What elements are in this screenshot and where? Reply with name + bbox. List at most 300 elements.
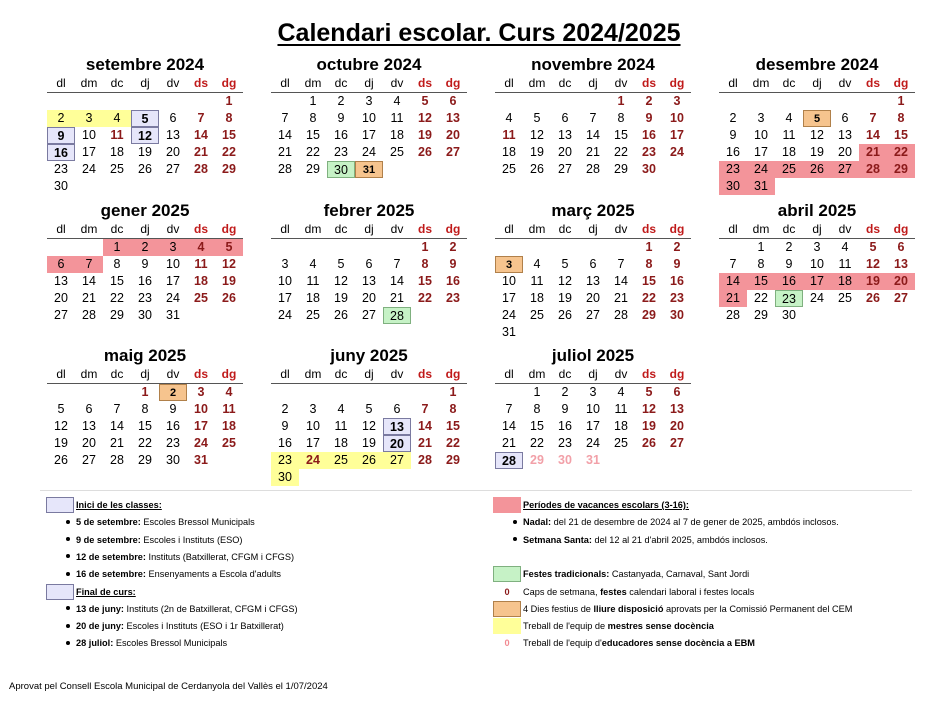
day-cell: 30 [271, 469, 299, 486]
day-cell: 3 [365, 94, 373, 108]
weekday-header: dg [221, 367, 237, 381]
day-cell: 10 [754, 128, 768, 142]
weekday-header: dj [812, 222, 822, 236]
legend-row [46, 635, 466, 652]
day-cell: 18 [530, 291, 544, 305]
day-cell: 11 [530, 274, 544, 288]
day-cell: 16 [334, 128, 348, 142]
day-cell: 10 [278, 274, 292, 288]
legend-row [46, 601, 466, 618]
day-cell: 17 [586, 419, 600, 433]
day-cell: 19 [334, 291, 348, 305]
day-cell: 4 [393, 94, 401, 108]
weekday-header: dm [528, 367, 546, 381]
day-cell: 13 [82, 419, 96, 433]
day-cell: 13 [894, 257, 908, 271]
day-cell: 5 [869, 240, 877, 254]
weekday-header: dl [56, 367, 66, 381]
legend-swatch [493, 497, 521, 513]
day-cell: 24 [166, 291, 180, 305]
day-cell: 28 [110, 453, 124, 467]
weekday-header: dc [558, 76, 572, 90]
day-cell: 9 [729, 128, 737, 142]
day-cell: 5 [215, 239, 243, 256]
day-cell: 28 [495, 452, 523, 469]
day-cell: 9 [561, 402, 569, 416]
day-cell: 14 [110, 419, 124, 433]
legend-desc: del 12 al 21 d'abril 2025, ambdós inclosos. [591, 534, 768, 545]
day-cell: 7 [589, 111, 597, 125]
day-cell: 7 [869, 111, 877, 125]
weekday-header: dg [669, 222, 685, 236]
day-cell: 18 [502, 145, 516, 159]
weekday-header: dl [280, 76, 290, 90]
day-cell: 4 [533, 257, 541, 271]
day-cell: 1 [617, 94, 625, 108]
month-block [495, 55, 691, 176]
weekday-header: dc [558, 367, 572, 381]
weekday-header: dv [390, 367, 404, 381]
day-cell: 12 [530, 128, 544, 142]
legend-text [66, 601, 298, 618]
legend-desc: Escoles i Instituts (ESO) [140, 534, 243, 545]
day-cell: 27 [586, 308, 600, 322]
weekday-header: dc [110, 76, 124, 90]
weekday-header: dg [445, 76, 461, 90]
day-cell: 5 [421, 94, 429, 108]
day-cell: 12 [558, 274, 572, 288]
legend-text [66, 635, 227, 652]
legend-text [66, 549, 294, 566]
weekday-header: dl [56, 76, 66, 90]
legend-text [523, 635, 755, 652]
day-cell: 18 [782, 145, 796, 159]
legend-bold: 20 de juny: [76, 621, 124, 632]
page-title: Calendari escolar. Curs 2024/2025 [277, 19, 681, 47]
day-cell: 12 [642, 402, 656, 416]
legend-desc: Instituts (2n de Batxillerat, CFGM i CFGS) [124, 603, 298, 614]
legend-swatch [493, 601, 521, 617]
day-cell: 14 [194, 128, 208, 142]
weekday-header: dj [364, 76, 374, 90]
weekday-header: dv [390, 222, 404, 236]
bullet-icon [66, 641, 70, 645]
month-title: juliol 2025 [551, 346, 635, 365]
day-cell: 6 [589, 257, 597, 271]
day-cell: 7 [75, 256, 103, 273]
day-cell: 22 [887, 144, 915, 161]
day-cell: 27 [446, 145, 460, 159]
day-cell: 24 [194, 436, 208, 450]
day-cell: 14 [866, 128, 880, 142]
day-cell: 25 [222, 436, 236, 450]
day-cell: 4 [187, 239, 215, 256]
legend-bold: mestres sense docència [607, 621, 714, 632]
day-cell: 23 [54, 162, 68, 176]
day-cell: 11 [782, 128, 796, 142]
day-cell: 26 [355, 452, 383, 469]
legend-desc: Ensenyaments a Escola d'adults [145, 569, 282, 580]
legend-row [46, 618, 466, 635]
day-cell: 24 [362, 145, 376, 159]
weekday-header: dm [304, 76, 322, 90]
day-cell: 8 [617, 111, 625, 125]
legend-zero-marker: 0 [504, 586, 510, 597]
day-cell: 2 [131, 239, 159, 256]
day-cell: 4 [617, 385, 625, 399]
day-cell: 21 [418, 436, 432, 450]
day-cell: 16 [47, 144, 75, 161]
day-cell: 12 [362, 419, 376, 433]
day-cell: 16 [726, 145, 740, 159]
weekday-header: dg [893, 76, 909, 90]
header-rule [47, 92, 243, 93]
month-block [495, 201, 691, 339]
day-cell: 28 [859, 161, 887, 178]
day-cell: 11 [110, 128, 124, 142]
legend-text [513, 514, 839, 531]
day-cell: 15 [530, 419, 544, 433]
day-cell: 2 [47, 110, 75, 127]
legend-bold: lliure disposició [593, 603, 664, 614]
day-cell: 6 [85, 402, 93, 416]
weekday-header: dv [166, 367, 180, 381]
day-cell: 6 [47, 256, 75, 273]
day-cell: 5 [337, 257, 345, 271]
day-cell: 9 [645, 111, 653, 125]
day-cell: 17 [278, 291, 292, 305]
day-cell: 11 [306, 274, 320, 288]
weekday-header: dl [504, 76, 514, 90]
legend-bold: Nadal: [523, 517, 552, 528]
day-cell: 25 [327, 452, 355, 469]
legend-header: Períodes de vacances escolars (3-16): [523, 500, 689, 510]
weekday-header: dm [528, 222, 546, 236]
day-cell: 19 [138, 145, 152, 159]
day-cell: 20 [558, 145, 572, 159]
day-cell: 20 [446, 128, 460, 142]
legend-text [523, 618, 714, 635]
day-cell: 22 [418, 291, 432, 305]
day-cell: 30 [138, 308, 152, 322]
day-cell: 28 [418, 453, 432, 467]
day-cell: 23 [271, 452, 299, 469]
day-cell: 15 [138, 419, 152, 433]
legend-desc: Escoles Bressol Municipals [140, 517, 255, 528]
weekday-header: dm [752, 76, 770, 90]
day-cell: 30 [54, 179, 68, 193]
day-cell: 21 [719, 290, 747, 307]
bullet-icon [66, 537, 70, 541]
day-cell: 29 [306, 162, 320, 176]
day-cell: 23 [642, 145, 656, 159]
weekday-header: dg [893, 222, 909, 236]
day-cell: 29 [887, 161, 915, 178]
weekday-header: dv [390, 76, 404, 90]
weekday-header: dj [812, 76, 822, 90]
day-cell: 1 [533, 385, 541, 399]
day-cell: 9 [337, 111, 345, 125]
day-cell: 20 [362, 291, 376, 305]
day-cell: 28 [82, 308, 96, 322]
day-cell: 10 [306, 419, 320, 433]
day-cell: 26 [642, 436, 656, 450]
day-cell: 23 [334, 145, 348, 159]
day-cell: 25 [530, 308, 544, 322]
day-cell: 19 [362, 436, 376, 450]
day-cell: 28 [383, 307, 411, 324]
legend-bold: 9 de setembre: [76, 534, 141, 545]
day-cell: 26 [418, 145, 432, 159]
legend-row [46, 514, 466, 531]
legend-bold: festes [600, 586, 627, 597]
weekday-header: dc [558, 222, 572, 236]
weekday-header: ds [641, 76, 656, 90]
day-cell: 10 [166, 257, 180, 271]
day-cell: 15 [614, 128, 628, 142]
day-cell: 29 [446, 453, 460, 467]
day-cell: 6 [365, 257, 373, 271]
day-cell: 30 [642, 162, 656, 176]
day-cell: 11 [334, 419, 348, 433]
weekday-header: dl [728, 76, 738, 90]
day-cell: 17 [194, 419, 208, 433]
day-cell: 3 [159, 239, 187, 256]
month-title: maig 2025 [103, 346, 187, 365]
day-cell: 6 [673, 385, 681, 399]
day-cell: 29 [754, 308, 768, 322]
weekday-header: dc [110, 367, 124, 381]
day-cell: 15 [110, 274, 124, 288]
day-cell: 9 [169, 402, 177, 416]
legend-text [66, 532, 242, 549]
weekday-header: dc [334, 222, 348, 236]
legend-row [46, 549, 466, 566]
day-cell: 12 [54, 419, 68, 433]
day-cell: 1 [141, 385, 149, 399]
day-cell: 20 [166, 145, 180, 159]
day-cell: 13 [166, 128, 180, 142]
day-cell: 21 [110, 436, 124, 450]
day-cell: 11 [502, 128, 516, 142]
day-cell: 9 [449, 257, 457, 271]
day-cell: 27 [54, 308, 68, 322]
day-cell: 5 [131, 110, 159, 127]
legend-divider [40, 490, 912, 491]
day-cell: 9 [785, 257, 793, 271]
bullet-icon [66, 554, 70, 558]
day-cell: 12 [131, 127, 159, 144]
legend-pre: Treball de l'equip de [523, 621, 608, 632]
day-cell: 25 [306, 308, 320, 322]
day-cell: 25 [775, 161, 803, 178]
day-cell: 11 [390, 111, 404, 125]
day-cell: 10 [82, 128, 96, 142]
day-cell: 25 [502, 162, 516, 176]
legend-desc: Escoles Bressol Municipals [113, 638, 228, 649]
day-cell: 8 [897, 111, 905, 125]
weekday-header: dj [364, 367, 374, 381]
weekday-header: dj [588, 222, 598, 236]
day-cell: 3 [813, 240, 821, 254]
day-cell: 14 [278, 128, 292, 142]
day-cell: 20 [383, 435, 411, 452]
weekday-header: dl [280, 367, 290, 381]
weekday-header: dm [304, 222, 322, 236]
legend-desc: aprovats per la Comissió Permanent del CEM [663, 603, 853, 614]
weekday-header: dc [334, 76, 348, 90]
day-cell: 5 [645, 385, 653, 399]
day-cell: 16 [446, 274, 460, 288]
day-cell: 14 [719, 273, 747, 290]
day-cell: 18 [306, 291, 320, 305]
day-cell: 8 [757, 257, 765, 271]
day-cell: 12 [810, 128, 824, 142]
legend-text [523, 566, 749, 583]
day-cell: 1 [897, 94, 905, 108]
day-cell: 21 [859, 144, 887, 161]
weekday-header: dj [364, 222, 374, 236]
legend-swatch [493, 566, 521, 582]
legend-text [66, 618, 284, 635]
weekday-header: dv [166, 222, 180, 236]
day-cell: 21 [390, 291, 404, 305]
weekday-header: dm [752, 222, 770, 236]
bullet-icon [513, 537, 517, 541]
legend-swatch [46, 497, 74, 513]
legend-swatch [46, 584, 74, 600]
legend-row [46, 497, 466, 514]
day-cell: 11 [838, 257, 852, 271]
day-cell: 22 [222, 145, 236, 159]
day-cell: 17 [670, 128, 684, 142]
day-cell: 31 [166, 308, 180, 322]
day-cell: 27 [362, 308, 376, 322]
legend-zero-marker: 0 [504, 638, 510, 649]
day-cell: 21 [194, 145, 208, 159]
day-cell: 5 [365, 402, 373, 416]
weekday-header: dl [280, 222, 290, 236]
legend-row [493, 566, 913, 583]
weekday-header: dv [838, 222, 852, 236]
day-cell: 28 [614, 308, 628, 322]
legend-header: Inici de les classes: [76, 500, 162, 510]
day-cell: 24 [810, 291, 824, 305]
header-rule [271, 383, 467, 384]
day-cell: 8 [421, 257, 429, 271]
weekday-header: dg [669, 367, 685, 381]
weekday-header: dj [588, 367, 598, 381]
weekday-header: dv [614, 222, 628, 236]
legend-row [46, 532, 466, 549]
day-cell: 12 [418, 111, 432, 125]
day-cell: 2 [449, 240, 457, 254]
day-cell: 2 [561, 385, 569, 399]
month-title: octubre 2024 [316, 55, 422, 74]
day-cell: 26 [558, 308, 572, 322]
weekday-header: dm [80, 367, 98, 381]
day-cell: 24 [670, 145, 684, 159]
day-cell: 8 [309, 111, 317, 125]
day-cell: 14 [586, 128, 600, 142]
day-cell: 29 [614, 162, 628, 176]
day-cell: 20 [670, 419, 684, 433]
legend-pre: Treball de l'equip d' [523, 638, 602, 649]
day-cell: 20 [586, 291, 600, 305]
day-cell: 17 [362, 128, 376, 142]
day-cell: 3 [589, 385, 597, 399]
day-cell: 10 [586, 402, 600, 416]
day-cell: 16 [670, 274, 684, 288]
day-cell: 16 [138, 274, 152, 288]
month-block [271, 201, 467, 323]
legend-text [66, 566, 281, 583]
weekday-header: ds [417, 367, 432, 381]
weekday-header: dg [669, 76, 685, 90]
month-title: març 2025 [551, 201, 635, 220]
legend-row [493, 497, 913, 514]
day-cell: 27 [558, 162, 572, 176]
day-cell: 22 [614, 145, 628, 159]
weekday-header: dc [110, 222, 124, 236]
weekday-header: dc [334, 367, 348, 381]
day-cell: 17 [754, 145, 768, 159]
day-cell: 2 [337, 94, 345, 108]
day-cell: 15 [222, 128, 236, 142]
weekday-header: dm [304, 367, 322, 381]
day-cell: 16 [278, 436, 292, 450]
day-cell: 26 [54, 453, 68, 467]
day-cell: 28 [586, 162, 600, 176]
day-cell: 25 [838, 291, 852, 305]
weekday-header: dv [614, 367, 628, 381]
day-cell: 17 [166, 274, 180, 288]
day-cell: 31 [747, 178, 775, 195]
day-cell: 26 [803, 161, 831, 178]
weekday-header: dg [445, 367, 461, 381]
day-cell: 6 [897, 240, 905, 254]
weekday-header: dj [140, 76, 150, 90]
weekday-header: dl [504, 222, 514, 236]
day-cell: 2 [729, 111, 737, 125]
legend-bold: educadores sense docència a EBM [601, 638, 755, 649]
month-block [719, 55, 915, 193]
day-cell: 7 [113, 402, 121, 416]
day-cell: 7 [505, 402, 513, 416]
day-cell: 4 [841, 240, 849, 254]
day-cell: 12 [222, 257, 236, 271]
day-cell: 12 [334, 274, 348, 288]
month-block [271, 346, 467, 484]
footer-note: Aprovat pel Consell Escola Municipal de Cerdanyola del Vallès el 1/07/2024 [9, 681, 328, 692]
day-cell: 29 [138, 453, 152, 467]
day-cell: 26 [334, 308, 348, 322]
day-cell: 14 [614, 274, 628, 288]
day-cell: 2 [673, 240, 681, 254]
month-title: abril 2025 [777, 201, 857, 220]
day-cell: 10 [670, 111, 684, 125]
weekday-header: ds [417, 222, 432, 236]
day-cell: 21 [614, 291, 628, 305]
legend-pre: Caps de setmana, [523, 586, 601, 597]
day-cell: 20 [82, 436, 96, 450]
day-cell: 27 [670, 436, 684, 450]
day-cell: 5 [57, 402, 65, 416]
legend-row [46, 584, 466, 601]
day-cell: 16 [775, 273, 803, 290]
day-cell: 24 [747, 161, 775, 178]
month-block [47, 55, 243, 193]
